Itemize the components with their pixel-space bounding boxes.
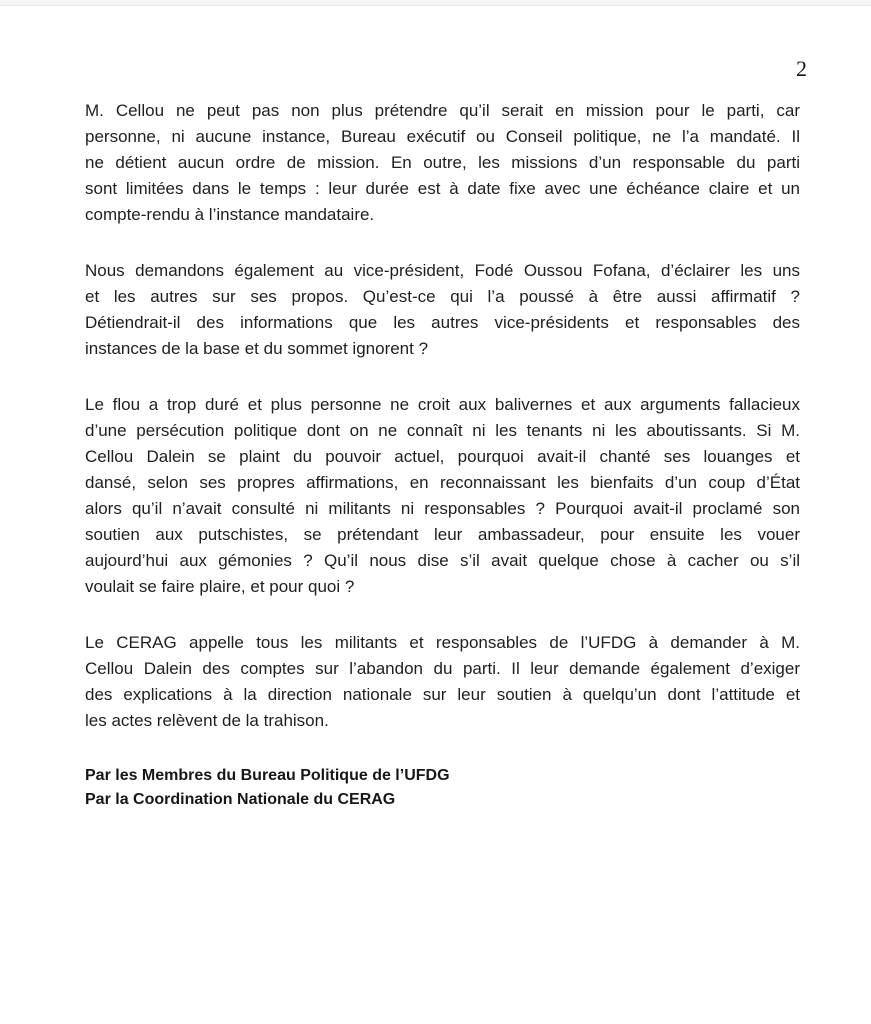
paragraph	[85, 630, 800, 734]
text-line: personne, ni aucune instance, Bureau exécutif ou Conseil politique, ne l’a mandaté. Il	[85, 127, 800, 146]
text-line: aujourd’hui aux gémonies ? Qu’il nous dise s’il avait quelque chose à cacher ou s’il	[85, 551, 800, 570]
scan-edge-artifact	[0, 0, 871, 6]
signature-block	[85, 764, 800, 812]
text-line: soutien aux putschistes, se prétendant leur ambassadeur, pour ensuite les vouer	[85, 525, 800, 544]
signature-line-cerag: Par la Coordination Nationale du CERAG	[85, 791, 396, 808]
text-line: des explications à la direction nationale sur leur soutien à quelqu’un dont l’attitude et	[85, 685, 800, 704]
text-line: Cellou Dalein des comptes sur l’abandon du parti. Il leur demande également d’exiger	[85, 659, 800, 678]
text-line: sont limitées dans le temps : leur durée est à date fixe avec une échéance claire et un	[85, 179, 800, 198]
text-line: Détiendrait-il des informations que les autres vice-présidents et responsables des	[85, 313, 800, 332]
text-line: M. Cellou ne peut pas non plus prétendre qu’il serait en mission pour le parti, car	[85, 101, 800, 120]
text-line: alors qu’il n’avait consulté ni militants ni responsables ? Pourquoi avait-il proclamé son	[85, 499, 800, 518]
page-number: 2	[796, 56, 807, 81]
text-line: voulait se faire plaire, et pour quoi ?	[85, 577, 355, 596]
paragraph	[85, 98, 800, 228]
text-line: d’une persécution politique dont on ne connaît ni les tenants ni les aboutissants. Si M.	[85, 421, 800, 440]
text-line: Cellou Dalein se plaint du pouvoir actuel, pourquoi avait-il chanté ses louanges et	[85, 447, 800, 466]
text-line: compte-rendu à l’instance mandataire.	[85, 205, 375, 224]
text-line: dansé, selon ses propres affirmations, en reconnaissant les bienfaits d’un coup d’État	[85, 473, 800, 492]
text-line: Nous demandons également au vice-président, Fodé Oussou Fofana, d’éclairer les uns	[85, 261, 800, 280]
text-line: Le flou a trop duré et plus personne ne croit aux balivernes et aux arguments fallacieux	[85, 395, 800, 414]
text-line: et les autres sur ses propos. Qu’est-ce qui l’a poussé à être aussi affirmatif ?	[85, 287, 800, 306]
signature-line-ufdg: Par les Membres du Bureau Politique de l’UFDG	[85, 767, 450, 784]
text-line: Le CERAG appelle tous les militants et responsables de l’UFDG à demander à M.	[85, 633, 800, 652]
text-line: instances de la base et du sommet ignorent ?	[85, 339, 429, 358]
paragraph	[85, 392, 800, 600]
paragraph	[85, 258, 800, 362]
document-body	[85, 98, 800, 812]
body-paragraphs	[85, 98, 800, 734]
text-line: ne détient aucun ordre de mission. En outre, les missions d’un responsable du parti	[85, 153, 800, 172]
text-line: les actes relèvent de la trahison.	[85, 711, 329, 730]
